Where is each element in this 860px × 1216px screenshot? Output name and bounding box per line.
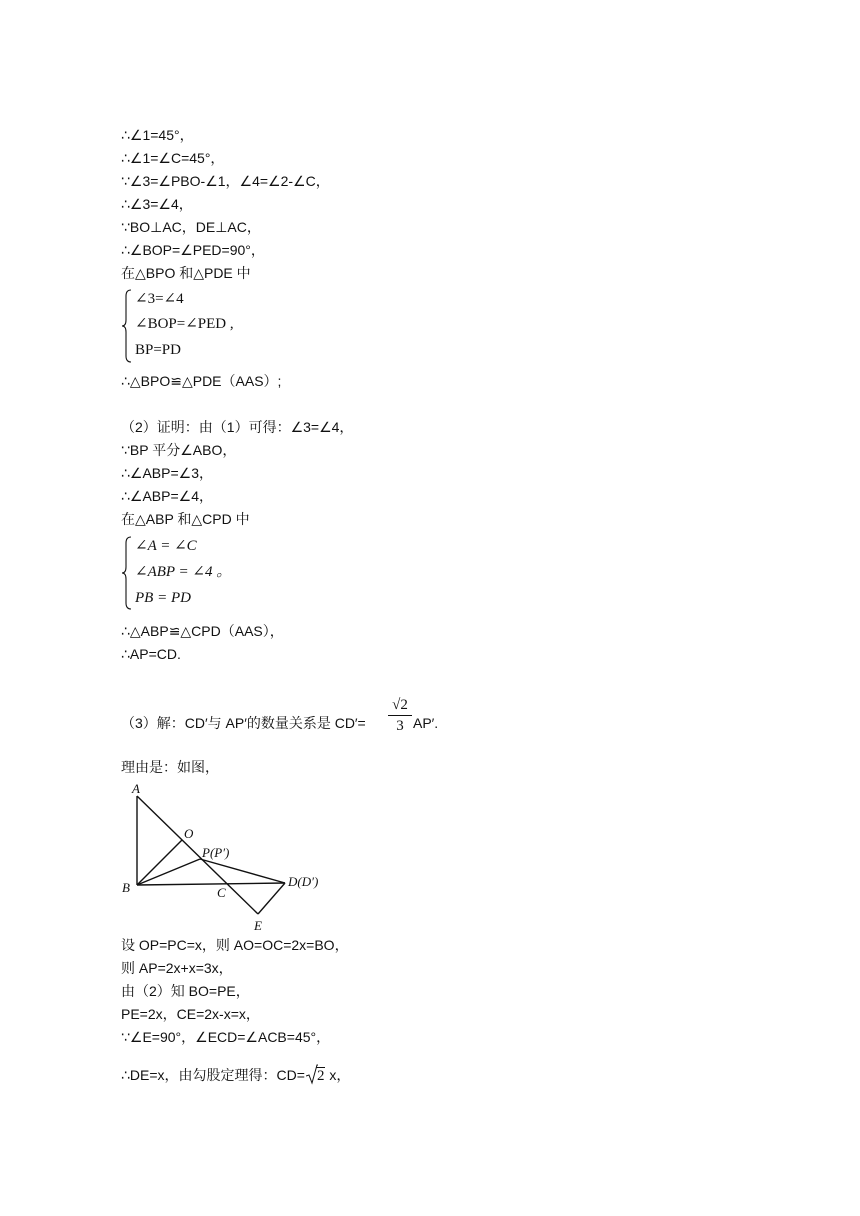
segment-BD [137, 883, 285, 885]
reason-line: 理由是：如图， [121, 759, 219, 775]
last-line-suffix: x， [325, 1067, 351, 1083]
proof-line-4: ∴∠3=∠4， [121, 196, 193, 212]
segment-AE [137, 796, 258, 914]
fraction-numerator: √2 [388, 696, 412, 716]
part2-line-1: （2）证明：由（1）可得：∠3=∠4， [121, 419, 354, 435]
sqrt-sign-icon [306, 1064, 318, 1085]
proof-line-1: ∴∠1=45°， [121, 127, 194, 143]
part3-line-3: 由（2）知 BO=PE， [121, 983, 250, 999]
proof-line-3: ∵∠3=∠PBO-∠1，∠4=∠2-∠C， [121, 173, 330, 189]
segment-ED [258, 883, 285, 914]
part2-line-4: ∴∠ABP=∠4， [121, 488, 213, 504]
label-C: C [217, 885, 226, 900]
system2-row-2: ∠ABP = ∠4 。 [135, 564, 232, 580]
part3-suffix: AP′. [413, 715, 439, 731]
system2-row-3: PB = PD [135, 590, 191, 606]
system1-row-1: ∠3=∠4 [135, 291, 184, 307]
proof-line-7: 在△BPO 和△PDE 中 [121, 265, 251, 281]
fraction-denominator: 3 [396, 718, 404, 734]
proof-line-5: ∵BO⊥AC，DE⊥AC， [121, 219, 261, 235]
conclusion-2a: ∴△ABP≌△CPD（AAS）， [121, 623, 284, 639]
fraction-sqrt2-over-3 [388, 696, 412, 736]
system1-row-3: BP=PD [135, 342, 181, 358]
proof-line-6: ∴∠BOP=∠PED=90°， [121, 242, 265, 258]
conclusion-2b: ∴AP=CD. [121, 646, 181, 662]
system2-row-1: ∠A = ∠C [135, 538, 197, 554]
sqrt-radicand: 2 [316, 1068, 325, 1084]
label-O: O [184, 826, 194, 841]
label-A: A [132, 782, 140, 796]
label-D: D(D′) [288, 874, 319, 889]
part3-line-2: 则 AP=2x+x=3x， [121, 960, 233, 976]
proof-line-2: ∴∠1=∠C=45°， [121, 150, 225, 166]
brace-icon [121, 535, 133, 611]
part3-line-5: ∵∠E=90°，∠ECD=∠ACB=45°， [121, 1029, 331, 1045]
segment-PD [200, 859, 285, 883]
label-E: E [254, 918, 262, 933]
last-line-prefix: ∴DE=x，由勾股定理得：CD= [121, 1067, 305, 1083]
segment-BO [137, 840, 182, 885]
brace-icon [121, 288, 133, 364]
part3-line-1: 设 OP=PC=x，则 AO=OC=2x=BO， [121, 937, 349, 953]
last-line [121, 1066, 350, 1085]
segment-BP [137, 859, 200, 885]
system1-row-2: ∠BOP=∠PED , [135, 316, 234, 332]
geometry-figure [118, 782, 338, 934]
part2-line-5: 在△ABP 和△CPD 中 [121, 511, 250, 527]
part2-line-3: ∴∠ABP=∠3， [121, 465, 213, 481]
label-P: P(P′) [202, 845, 230, 860]
part3-line-4: PE=2x，CE=2x-x=x， [121, 1006, 260, 1022]
equation-system-2 [121, 535, 341, 611]
part2-line-2: ∵BP 平分∠ABO， [121, 442, 237, 458]
label-B: B [122, 880, 130, 895]
conclusion-1: ∴△BPO≌△PDE（AAS）; [121, 373, 282, 389]
equation-system-1 [121, 288, 341, 364]
sqrt-expression [306, 1067, 326, 1085]
part3-prefix: （3）解：CD′与 AP′的数量关系是 CD′= [121, 715, 366, 731]
